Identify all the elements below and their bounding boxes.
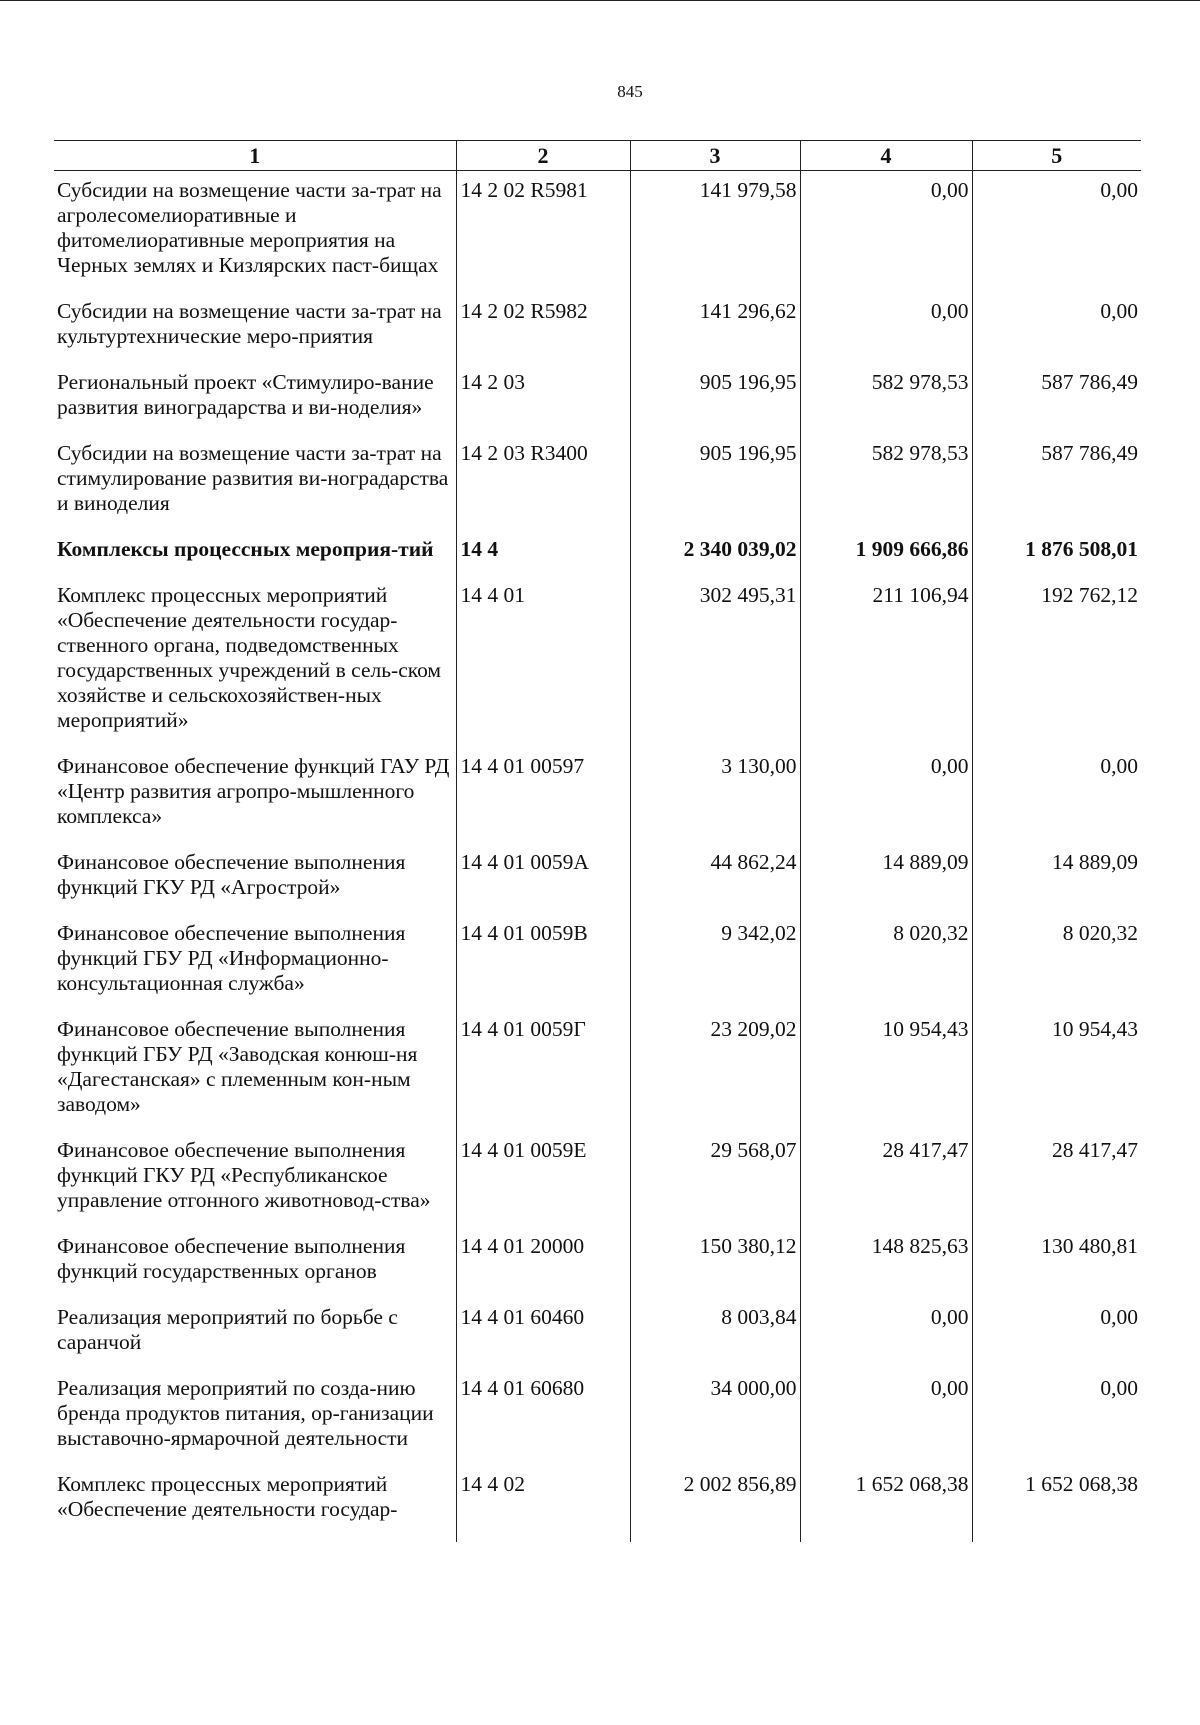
row-code-cell: 14 4 01 0059Е — [456, 1131, 630, 1227]
row-value-col4: 211 106,94 — [800, 576, 972, 747]
row-value-col4: 582 978,53 — [800, 363, 972, 434]
row-value-col5: 8 020,32 — [972, 914, 1141, 1010]
row-value-col5: 130 480,81 — [972, 1227, 1141, 1298]
row-code-cell: 14 4 01 00597 — [456, 747, 630, 843]
row-code-cell: 14 4 01 — [456, 576, 630, 747]
column-header-2: 2 — [456, 141, 630, 171]
table-row — [54, 363, 1141, 434]
row-code-cell: 14 2 03 — [456, 363, 630, 434]
table-row — [54, 747, 1141, 843]
table-row — [54, 1369, 1141, 1465]
table-row — [54, 292, 1141, 363]
table-body — [54, 171, 1141, 1543]
row-value-col4: 582 978,53 — [800, 434, 972, 530]
row-value-col4: 8 020,32 — [800, 914, 972, 1010]
row-code-cell: 14 4 01 20000 — [456, 1227, 630, 1298]
table-header-row — [54, 141, 1141, 171]
row-code-cell: 14 4 02 — [456, 1465, 630, 1542]
table-row — [54, 1298, 1141, 1369]
row-value-col3: 29 568,07 — [630, 1131, 800, 1227]
row-name-cell: Комплекс процессных мероприятий «Обеспечение деятельности государ- — [57, 1472, 398, 1521]
row-value-col4: 148 825,63 — [800, 1227, 972, 1298]
row-value-col4: 1 909 666,86 — [800, 530, 972, 576]
table-row — [54, 171, 1141, 293]
table-row — [54, 1227, 1141, 1298]
row-value-col5: 0,00 — [972, 171, 1141, 293]
row-value-col3: 302 495,31 — [630, 576, 800, 747]
row-value-col5: 28 417,47 — [972, 1131, 1141, 1227]
row-value-col3: 141 979,58 — [630, 171, 800, 293]
row-value-col4: 0,00 — [800, 747, 972, 843]
row-name-cell: Финансовое обеспечение функций ГАУ РД «Центр развития агропро-мышленного комплекса» — [57, 754, 450, 828]
table-row — [54, 1465, 1141, 1542]
column-header-1: 1 — [54, 141, 456, 171]
row-code-cell: 14 2 02 R5981 — [456, 171, 630, 293]
row-value-col3: 8 003,84 — [630, 1298, 800, 1369]
row-name-cell: Финансовое обеспечение выполнения функций ГБУ РД «Заводская конюш-ня «Дагестанская» с племенным кон-ным заводом» — [57, 1017, 418, 1116]
row-code-cell: 14 4 — [456, 530, 630, 576]
row-name-cell: Комплекс процессных мероприятий «Обеспечение деятельности государ-ственного органа, подведомственных государственных учреждений в сель-ском хозяйстве и сельскохозяйствен-ных мероприятий» — [57, 583, 442, 732]
row-value-col5: 192 762,12 — [972, 576, 1141, 747]
row-value-col4: 0,00 — [800, 292, 972, 363]
row-name-cell: Реализация мероприятий по борьбе с саранчой — [57, 1305, 398, 1354]
row-value-col3: 23 209,02 — [630, 1010, 800, 1131]
row-name-cell: Региональный проект «Стимулиро-вание развития виноградарства и ви-ноделия» — [57, 370, 434, 419]
table-row — [54, 434, 1141, 530]
table-row — [54, 1131, 1141, 1227]
row-value-col3: 34 000,00 — [630, 1369, 800, 1465]
row-value-col5: 0,00 — [972, 1298, 1141, 1369]
column-header-4: 4 — [800, 141, 972, 171]
table-row — [54, 914, 1141, 1010]
row-value-col5: 0,00 — [972, 292, 1141, 363]
table-row — [54, 843, 1141, 914]
row-value-col5: 10 954,43 — [972, 1010, 1141, 1131]
table-row — [54, 576, 1141, 747]
row-value-col4: 0,00 — [800, 1298, 972, 1369]
page-number: 845 — [617, 82, 643, 101]
row-name-cell: Финансовое обеспечение выполнения функций ГКУ РД «Республиканское управление отгонного животновод-ства» — [57, 1138, 431, 1212]
row-value-col4: 0,00 — [800, 171, 972, 293]
page-top-rule — [0, 0, 1200, 1]
row-code-cell: 14 4 01 0059Г — [456, 1010, 630, 1131]
row-value-col4: 0,00 — [800, 1369, 972, 1465]
row-value-col3: 141 296,62 — [630, 292, 800, 363]
row-value-col5: 1 876 508,01 — [972, 530, 1141, 576]
row-value-col4: 14 889,09 — [800, 843, 972, 914]
budget-table — [54, 140, 1141, 1542]
column-header-3: 3 — [630, 141, 800, 171]
row-value-col3: 150 380,12 — [630, 1227, 800, 1298]
table-row — [54, 530, 1141, 576]
row-value-col3: 2 340 039,02 — [630, 530, 800, 576]
row-name-cell: Реализация мероприятий по созда-нию бренда продуктов питания, ор-ганизации выставочно-ярмарочной деятельности — [57, 1376, 434, 1450]
row-value-col3: 2 002 856,89 — [630, 1465, 800, 1542]
row-name-cell: Комплексы процессных мероприя-тий — [57, 537, 434, 561]
row-name-cell: Финансовое обеспечение выполнения функций ГКУ РД «Агрострой» — [57, 850, 406, 899]
row-value-col5: 1 652 068,38 — [972, 1465, 1141, 1542]
row-code-cell: 14 2 03 R3400 — [456, 434, 630, 530]
row-value-col3: 9 342,02 — [630, 914, 800, 1010]
row-value-col4: 28 417,47 — [800, 1131, 972, 1227]
row-value-col3: 905 196,95 — [630, 363, 800, 434]
row-name-cell: Финансовое обеспечение выполнения функций государственных органов — [57, 1234, 406, 1283]
row-code-cell: 14 4 01 0059А — [456, 843, 630, 914]
row-name-cell: Субсидии на возмещение части за-трат на культуртехнические меро-приятия — [57, 299, 442, 348]
row-value-col3: 905 196,95 — [630, 434, 800, 530]
table-row — [54, 1010, 1141, 1131]
row-name-cell: Финансовое обеспечение выполнения функций ГБУ РД «Информационно-консультационная служба» — [57, 921, 406, 995]
row-value-col4: 10 954,43 — [800, 1010, 972, 1131]
row-code-cell: 14 4 01 0059В — [456, 914, 630, 1010]
column-header-5: 5 — [972, 141, 1141, 171]
row-value-col5: 14 889,09 — [972, 843, 1141, 914]
row-code-cell: 14 4 01 60680 — [456, 1369, 630, 1465]
row-value-col5: 0,00 — [972, 747, 1141, 843]
row-value-col3: 3 130,00 — [630, 747, 800, 843]
row-name-cell: Субсидии на возмещение части за-трат на стимулирование развития ви-ноградарства и виноделия — [57, 441, 449, 515]
row-value-col5: 587 786,49 — [972, 434, 1141, 530]
row-value-col4: 1 652 068,38 — [800, 1465, 972, 1542]
row-value-col5: 587 786,49 — [972, 363, 1141, 434]
row-name-cell: Субсидии на возмещение части за-трат на агролесомелиоративные и фитомелиоративные мероприятия на Черных землях и Кизлярских паст-бищах — [57, 178, 442, 277]
row-value-col5: 0,00 — [972, 1369, 1141, 1465]
row-code-cell: 14 4 01 60460 — [456, 1298, 630, 1369]
row-value-col3: 44 862,24 — [630, 843, 800, 914]
row-code-cell: 14 2 02 R5982 — [456, 292, 630, 363]
